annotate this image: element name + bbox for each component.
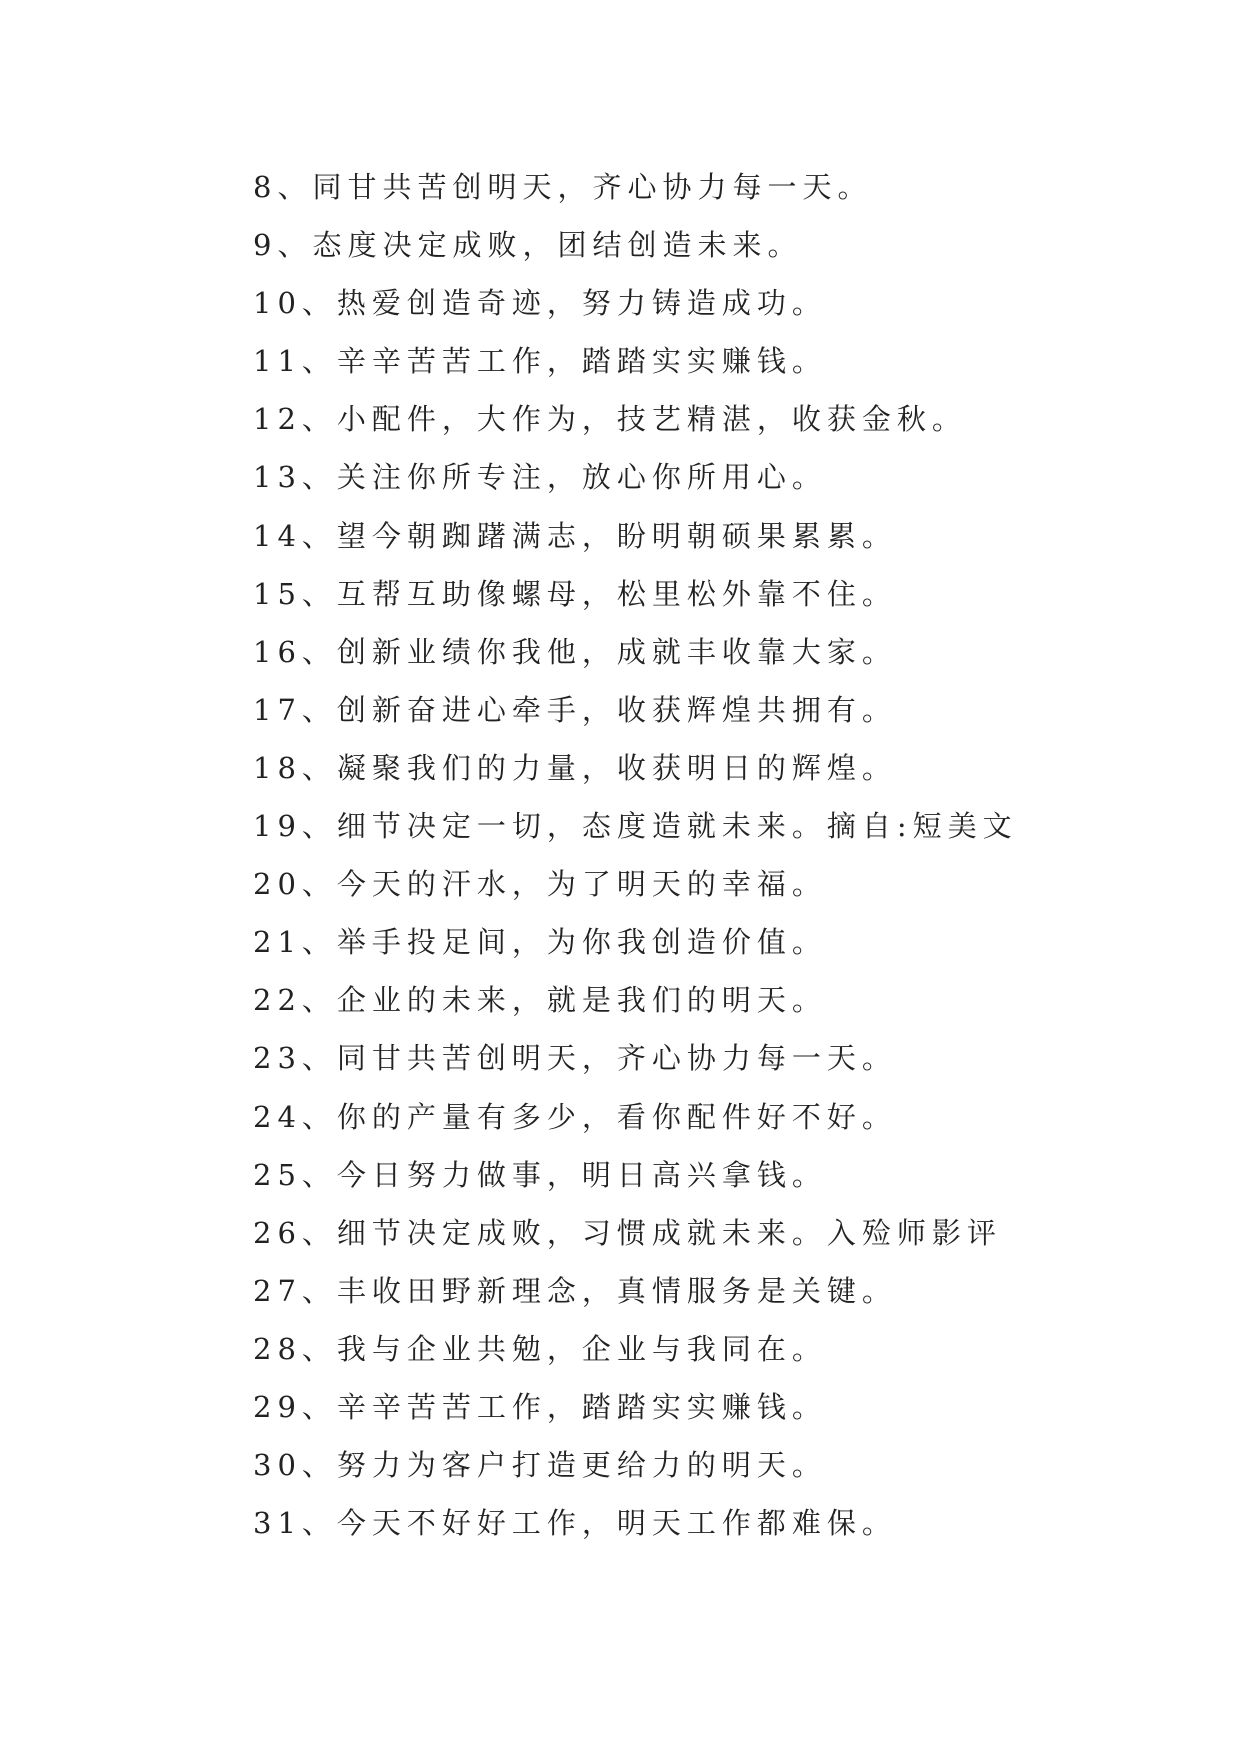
slogan-line: 24、你的产量有多少，看你配件好不好。	[253, 1099, 897, 1134]
slogan-line: 17、创新奋进心牵手，收获辉煌共拥有。	[253, 692, 897, 727]
slogan-line: 8、同甘共苦创明天，齐心协力每一天。	[253, 170, 873, 204]
slogan-line: 18、凝聚我们的力量，收获明日的辉煌。	[253, 750, 897, 785]
slogan-line: 16、创新业绩你我他，成就丰收靠大家。	[253, 634, 897, 669]
slogan-line: 19、细节决定一切，态度造就未来。摘自:短美文	[253, 809, 1018, 844]
slogan-line: 25、今日努力做事，明日高兴拿钱。	[253, 1157, 827, 1192]
slogan-line: 27、丰收田野新理念，真情服务是关键。	[253, 1273, 897, 1308]
slogan-line: 12、小配件，大作为，技艺精湛，收获金秋。	[253, 402, 967, 437]
slogan-line: 31、今天不好好工作，明天工作都难保。	[253, 1506, 897, 1541]
slogan-line: 14、望今朝踟躇满志，盼明朝硕果累累。	[253, 518, 897, 553]
slogan-line: 13、关注你所专注，放心你所用心。	[253, 460, 827, 495]
slogan-line: 21、举手投足间，为你我创造价值。	[253, 925, 827, 960]
slogan-line: 10、热爱创造奇迹，努力铸造成功。	[253, 286, 827, 321]
slogan-line: 11、辛辛苦苦工作，踏踏实实赚钱。	[253, 344, 827, 379]
slogan-line: 28、我与企业共勉，企业与我同在。	[253, 1331, 827, 1366]
slogan-line: 30、努力为客户打造更给力的明天。	[253, 1448, 827, 1483]
slogan-line: 15、互帮互助像螺母，松里松外靠不住。	[253, 576, 897, 611]
slogan-line: 23、同甘共苦创明天，齐心协力每一天。	[253, 1041, 897, 1076]
slogan-line: 22、企业的未来，就是我们的明天。	[253, 983, 827, 1018]
slogan-line: 29、辛辛苦苦工作，踏踏实实赚钱。	[253, 1389, 827, 1424]
slogan-list	[253, 158, 1153, 1552]
slogan-line: 26、细节决定成败，习惯成就未来。入殓师影评	[253, 1215, 1002, 1250]
slogan-line: 20、今天的汗水，为了明天的幸福。	[253, 867, 827, 902]
slogan-line: 9、态度决定成败，团结创造未来。	[253, 228, 803, 263]
